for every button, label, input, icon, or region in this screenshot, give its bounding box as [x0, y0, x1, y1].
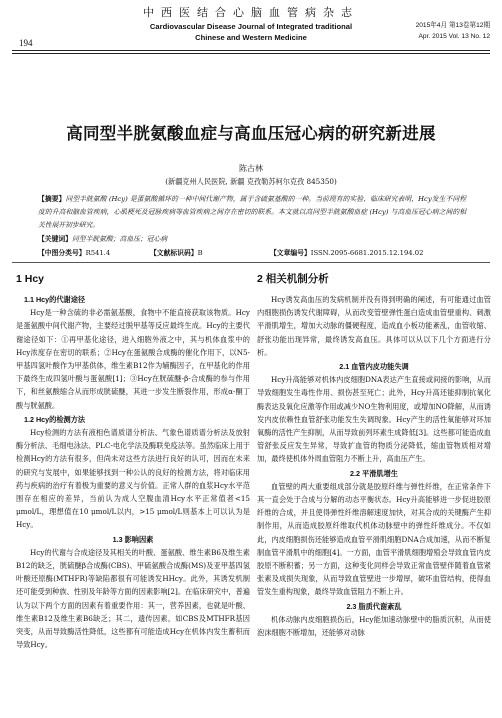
article-author: 陈古林 — [239, 164, 263, 173]
section-1-1-text: Hcy是一种含硫的非必需氨基酸，食物中不能直接获取该物质。Hcy是蛋氨酸中间代谢产物，主要经过脱甲基等反应最终生成。Hcy的主要代谢途径如下：①再甲基化途径，进入细胞外液之中，其与机体血浆中的Hcy浓度存在密切的联系；②Hcy在蛋氨酸合成酶的催化作用下，以N5-甲基四氢叶酸作为甲基供体，维生素B12作为辅酶因子，在甲基化的作用下最终生成四氢叶酸与蛋氨酸[1]；③Hcy在胱硫醚-β-合成酶的参与作用下，和丝氨酸缩合从而形成胱硫醚，其进一步发生断裂作用，形成α-酮丁酸与胱氨酸。 — [16, 308, 250, 410]
doc-code-field — [150, 247, 203, 257]
page-number: 194 — [19, 38, 33, 48]
doc-code-value: B — [197, 249, 203, 257]
section-2-heading: 2 相关机制分析 — [257, 273, 329, 285]
section-2-text: Hcy诱发高血压的发病机制并没有得到明确的阐述，有可能通过血管内细胞损伤诱发代谢障碍，从而改变管壁弹性蛋白造成血管壁重构、刺激平滑肌增生，增加大动脉的僵硬程度，造成血小板功能紊乱，血管收缩、舒张功能出现异常，最终诱发高血压。具体可以从以下几个方面进行分析。 — [257, 295, 491, 357]
issue-info — [416, 20, 490, 42]
journal-title-cn: 中西医结合心脑血管病杂志 — [143, 6, 359, 19]
issue-en: Apr. 2015 Vol. 13 No. 12 — [418, 33, 490, 40]
section-1-3-heading: 1.3 影响因素 — [112, 534, 154, 544]
article-id-label: 【文章编号】 — [270, 249, 311, 257]
section-2-3-heading: 2.3 脂质代谢紊乱 — [346, 601, 402, 611]
keywords-label: 【关键词】 — [38, 235, 72, 243]
section-2-3-text: 机体动脉内皮细胞损伤后，Hcy能加速动脉壁中的脂质沉积，从而使泡沫细胞不断增加，还能够对动脉 — [257, 614, 491, 638]
doc-code-label: 【文献标识码】 — [150, 249, 198, 257]
keywords — [38, 233, 468, 243]
article-title: 高同型半胱氨酸血症与高血压冠心病的研究新进展 — [66, 124, 436, 143]
author-affiliation: (新疆克州人民医院, 新疆 克孜勒苏柯尔克孜 845350) — [165, 177, 337, 186]
section-2-1-heading: 2.1 血管内皮功能失调 — [339, 362, 409, 372]
clc-field — [38, 247, 110, 257]
abstract-label: 【摘要】 — [38, 195, 66, 203]
section-1-heading: 1 Hcy — [16, 273, 45, 285]
right-column — [257, 270, 491, 639]
section-1-2-heading: 1.2 Hcy的检测方法 — [24, 414, 86, 424]
clc-label: 【中图分类号】 — [38, 249, 86, 257]
section-divider — [12, 262, 490, 263]
header-rule-thin — [12, 53, 490, 54]
left-column — [16, 270, 250, 651]
section-1-1-heading: 1.1 Hcy的代谢途径 — [24, 295, 86, 304]
journal-masthead — [110, 4, 392, 43]
abstract — [38, 193, 466, 232]
keywords-text: 同型半胱氨酸；高血压；冠心病 — [71, 235, 168, 243]
issue-cn: 2015年4月 第13卷第12期 — [415, 22, 490, 29]
article-id-field — [270, 247, 423, 257]
section-1-2-text: Hcy检测的方法有液相色谱质谱分析法、气象色谱质谱分析法及放射酶分析法、毛细电泳法、PLC-电化学法及酶联免疫法等。虽然临床上用于检测Hcy的方法有很多，但尚未对这些方法进行良好的认可，因而在未来的研究与发展中，如果能够找到一种公认的良好的检测方法，将对临床用药与疾病的治疗有着极为重要的意义与价值。正常人群的血浆Hcy水平范围存在相应的差异，当前认为成人空腹血清Hcy水平正常值者<15 μmol/L，理想值在10 μmol/L以内，>15 μmol/L则基本上可以认为是Hcy。 — [16, 428, 250, 530]
section-2-2-text: 血管壁的两大重要组成部分就是胶原纤维与弹性纤维，在正常条件下其一直会处于合成与分解的动态平衡状态。Hcy升高能够进一步促进胶原纤维的合成，并且使得弹性纤维溶解速度加快，对其合成的关键酶产生抑制作用，从而造成胶原纤维取代机体动脉壁中的弹性纤维成分。不仅如此，内皮细胞损伤还能够造成血管平滑肌细胞DNA合成加速，从而不断复制血管平滑肌中的细胞[4]。一方面，血管平滑肌细胞增殖会导致血管内皮胶原不断积蓄；另一方面，这种变化同样会导致正常血管壁伴随着血管紧张素及成损失现象，从而导致血管壁进一步增厚，破坏血管结构，使得血管发生重构现象，最终导致血管阻力不断上升。 — [257, 481, 491, 597]
abstract-text: 同型半胱氨酸 (Hcy) 是蛋氨酸循环的一种中间代谢产物，属于含硫氨基酸的一种。当前现有的实验、临床研究表明，Hcy发生不同程度的升高和脑血管疾病，心肌梗死及冠脉疾病等血管疾病之间存在密切的联系。本文就以高同型半胱氨酸血症 (Hcy) 与高血压冠心病之间的相关性展开初步研究。 — [38, 195, 466, 229]
section-2-1-text: Hcy升高能够对机体内皮细胞DNA表达产生直接或间接的影响，从而导致细胞发生毒性作用、损伤甚至死亡；此外，Hcy升高还能抑制抗氧化酶表达及氧化应激等作用或减少NO生物利用度，或增加NO降解，从而诱发内皮依赖性血管舒张功能发生失调现象。Hcy产生的活性氧能够对环加氧酶的活性产生抑制，从而导致前列环素生成降低[3]。这些都可能造成血管舒张反应发生异常，导致扩血管的物质分泌降低，缩血管物质相对增加，最终使机体外周血管阻力不断上升，高血压产生。 — [257, 375, 491, 464]
section-1-3-text: Hcy的代谢与合成途径及其相关的叶酸、蛋氨酸、维生素B6及维生素B12的缺乏，胱硫醚β合成酶(CBS)、甲硫氨酸合成酶(MS)及亚甲基四氢叶酸还原酶(MTHFR)等缺陷都很有可能诱发HHcy。此外，其诱发机制还可能受到种族、性别及年龄等方面的因素影响[2]。在临床研究中，普遍认为以下两个方面的因素有着重要作用：其一，营养因素，也就是叶酸、维生素B12及维生素B6缺乏；其二，遗传因素，如CBS及MTHFR基因突变，从而导致酶活性降低，这些都有可能造成Hcy在机体内发生蓄积而导致Hcy。 — [16, 547, 250, 650]
journal-title-en-line1: Cardiovascular Disease Journal of Integrated traditional — [149, 22, 353, 31]
journal-title-en-line2: Chinese and Western Medicine — [195, 33, 307, 42]
article-id-value: ISSN.2095-6681.2015.12.194.02 — [310, 249, 424, 257]
clc-value: R541.4 — [85, 249, 111, 257]
header-rule — [12, 50, 490, 51]
section-2-2-heading: 2.2 平滑肌增生 — [350, 468, 398, 478]
